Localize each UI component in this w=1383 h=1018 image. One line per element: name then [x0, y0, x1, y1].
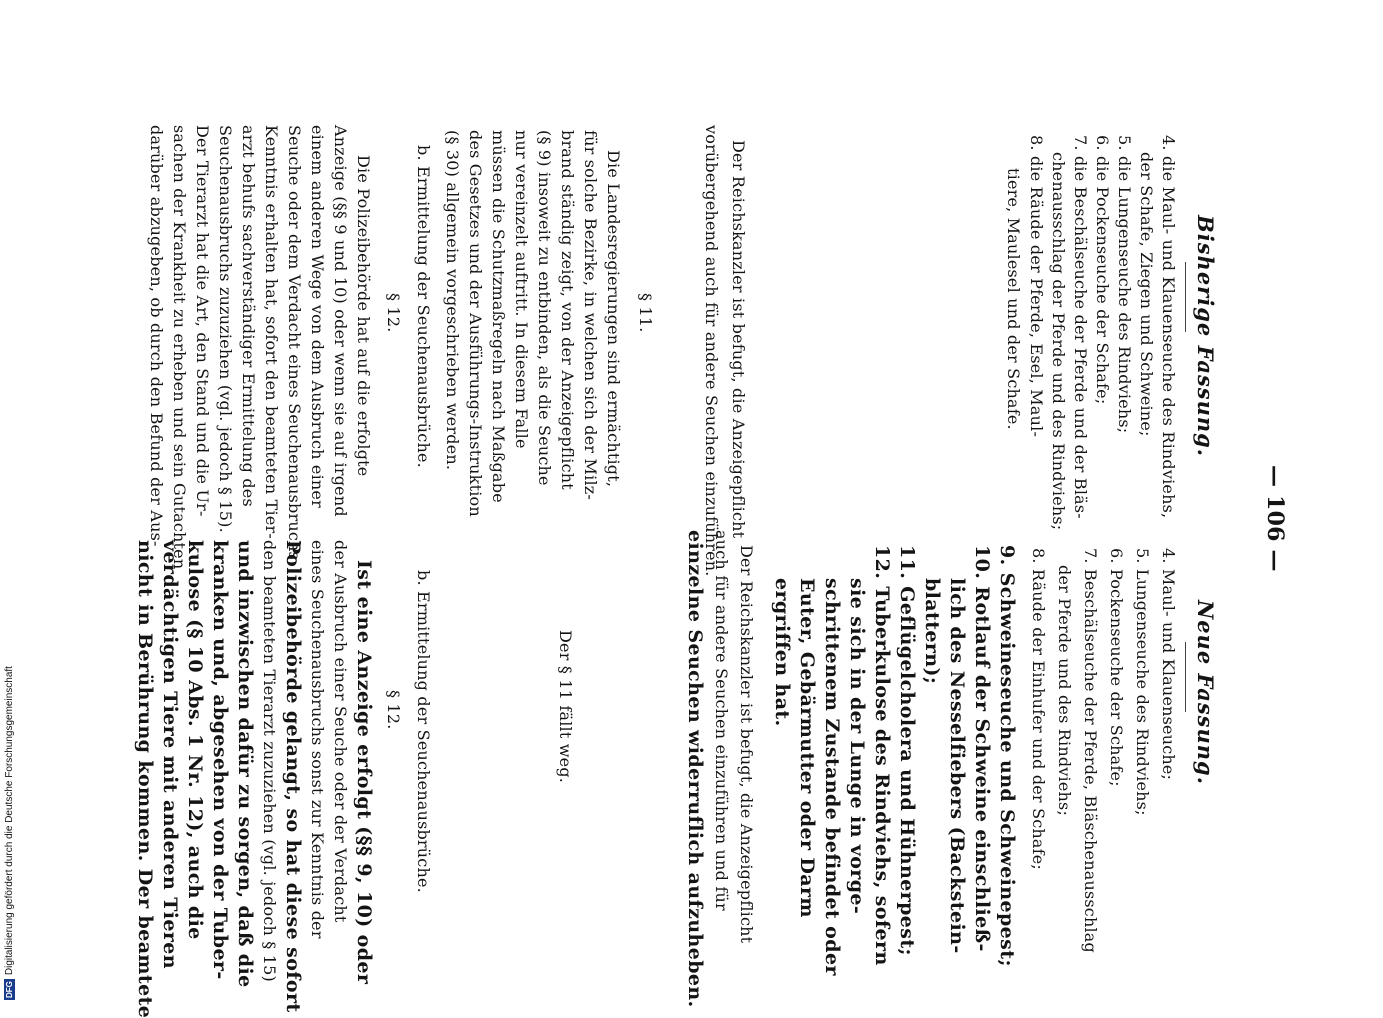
right-section-12-line: der Ausbruch einer Seuche oder der Verdacht — [331, 540, 350, 923]
right-list-line: der Pferde und des Rindviehs; — [1055, 565, 1074, 817]
left-section-11-line: für solche Bezirke, in welchen sich der Milz- — [581, 130, 600, 500]
right-section-12-line: verdächtigen Tiere mit anderen Tieren — [159, 540, 181, 969]
right-bold-list-line: blattern); — [921, 578, 943, 685]
left-section-12-line: sachen der Krankheit zu erheben und sein Gutachten — [170, 125, 189, 570]
left-section-11-line: brand ständig zeigt, von der Anzeigepflicht — [558, 130, 577, 490]
left-b-heading: b. Ermittelung der Seuchenausbrüche. — [414, 145, 433, 468]
right-bold-list-line: 9. Schweineseuche und Schweinepest; — [996, 545, 1018, 967]
left-section-12-line: Der Tierarzt hat die Art, den Stand und die Ur- — [193, 125, 212, 517]
right-reichskanzler-line: auch für andere Seuchen einzuführen und für — [712, 530, 731, 911]
left-section-11-line: (§ 9) insoweit zu entbinden, als die Seuche — [535, 130, 554, 486]
right-section-12-line: nicht in Berührung kommen. Der beamtete — [134, 540, 156, 1018]
right-column-header: Neue Fassung. — [1193, 600, 1218, 786]
left-list-line: tiere, Maulesel und der Schafe. — [1004, 168, 1023, 430]
left-list-line: 4. die Maul- und Klauenseuche des Rindviehs, — [1159, 135, 1178, 519]
right-list-line: 7. Beschälseuche der Pferde, Bläschenausschlag — [1081, 548, 1100, 953]
right-bold-list-line: 12. Tuberkulose des Rindviehs, sofern — [871, 545, 893, 966]
left-section-12-line: arzt behufs sachverständiger Ermittelung des — [239, 125, 258, 507]
left-section-12-line: Die Polizeibehörde hat auf die erfolgte — [354, 155, 373, 477]
left-section-12-line: Seuchenausbruchs zuzuziehen (vgl. jedoch § 15). — [216, 125, 235, 533]
left-reichskanzler-line: Der Reichskanzler ist befugt, die Anzeigepflicht — [729, 140, 748, 539]
left-section-12-line: Seuche oder dem Verdacht eines Seuchenausbruchs — [285, 125, 304, 560]
right-bold-list-line: lich des Nesselfiebers (Backstein- — [946, 578, 968, 954]
right-header-rule — [1185, 642, 1186, 712]
right-list-line: 4. Maul- und Klauenseuche; — [1159, 548, 1178, 781]
left-list-line: 6. die Pockenseuche der Schafe; — [1093, 135, 1112, 405]
left-section-11-line: Die Landesregierungen sind ermächtigt, — [604, 150, 623, 488]
left-section-11-title: § 11. — [636, 293, 655, 333]
left-section-11-line: (§ 30) allgemein vorgeschrieben werden. — [443, 130, 462, 471]
left-section-12-title: § 12. — [384, 293, 403, 333]
credit-text: Digitalisierung gefördert durch die Deutsche Forschungsgemeinschaft — [3, 666, 15, 976]
left-list-line: der Schafe, Ziegen und Schweine; — [1137, 152, 1156, 437]
right-section-12-line: den beamteten Tierarzt zuzuziehen (vgl. jedoch § 15) — [260, 540, 279, 982]
left-header-rule — [1185, 262, 1186, 332]
right-list-line: 6. Pockenseuche der Schafe; — [1107, 548, 1126, 787]
right-section-12-line: kranken und, abgesehen von der Tuber- — [209, 540, 231, 980]
left-section-12-line: Anzeige (§§ 9 und 10) oder wenn sie auf irgend — [331, 125, 350, 517]
right-bold-list-line: Euter, Gebärmutter oder Darm — [796, 578, 818, 918]
left-section-11-line: nur vereinzelt auftritt. In diesem Falle — [512, 130, 531, 449]
right-section-12-line: Polizeibehörde gelangt, so hat diese sofort — [282, 540, 304, 1013]
left-list-line: 8. die Räude der Pferde, Esel, Maul- — [1027, 135, 1046, 438]
left-section-12-line: darüber abzugeben, ob durch den Befund der Aus- — [147, 125, 166, 547]
right-bold-list-line: sie sich in der Lunge in vorge- — [846, 578, 868, 915]
right-section-12-line: Ist eine Anzeige erfolgt (§§ 9, 10) oder — [353, 560, 375, 985]
left-section-11-line: müssen die Schutzmaßregeln nach Maßgabe — [489, 130, 508, 503]
left-section-11-line: des Gesetzes und der Ausführungs-Instruktion — [466, 130, 485, 517]
right-bold-list-line: ergriffen hat. — [771, 578, 793, 727]
right-section-12-line: eines Seuchenausbruchs sonst zur Kenntnis der — [308, 540, 327, 939]
left-list-line: chenausschlag der Pferde und des Rindviehs; — [1049, 152, 1068, 531]
left-section-12-line: Kenntnis erhalten hat, sofort den beamteten Tier- — [262, 125, 281, 539]
right-bold-list-line: 11. Geflügelcholera und Hühnerpest; — [896, 545, 918, 956]
dfg-logo-icon: DFG — [4, 981, 14, 998]
right-list-line: 8. Räude der Einhufer und der Schafe; — [1029, 548, 1048, 871]
page-number: — 106 — — [1262, 465, 1288, 572]
right-reichskanzler-line: einzelne Seuchen widerruflich aufzuheben. — [684, 530, 706, 1008]
left-reichskanzler-line: vorübergehend auch für andere Seuchen einzuführen. — [702, 125, 721, 577]
digitization-credit — [0, 610, 18, 1000]
right-list-line: 5. Lungenseuche des Rindviehs; — [1133, 548, 1152, 816]
right-b-heading: b. Ermittelung der Seuchenausbrüche. — [414, 570, 433, 893]
right-bold-list-line: 10. Rotlauf der Schweine einschließ- — [971, 545, 993, 952]
left-section-12-line: einem anderen Wege von dem Ausbruch einer — [308, 125, 327, 508]
right-bold-list-line: schrittenem Zustande befindet oder — [821, 578, 843, 976]
left-list-line: 7. die Beschälseuche der Pferde und der Bläs- — [1071, 135, 1090, 519]
left-list-line: 5. die Lungenseuche des Rindviehs; — [1115, 135, 1134, 434]
right-section-11-note: Der § 11 fällt weg. — [556, 630, 575, 784]
right-section-12-title: § 12. — [384, 690, 403, 730]
left-column-header: Bisherige Fassung. — [1193, 215, 1218, 458]
right-section-12-line: kulose (§ 10 Abs. 1 Nr. 12), auch die — [184, 540, 206, 940]
right-section-12-line: und inzwischen dafür zu sorgen, daß die — [234, 540, 256, 988]
right-reichskanzler-line: Der Reichskanzler ist befugt, die Anzeigepflicht — [737, 545, 756, 944]
